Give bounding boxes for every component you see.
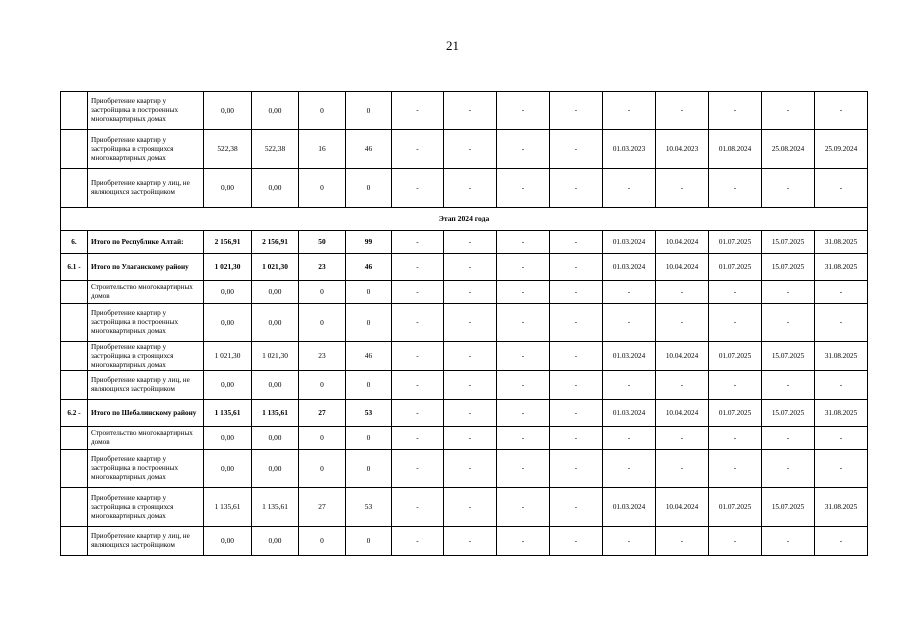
cell-date-2: - (444, 281, 497, 304)
cell-date-3: - (497, 450, 550, 488)
cell-date-7: - (709, 527, 762, 556)
cell-date-6: 10.04.2024 (656, 231, 709, 254)
cell-cost-total: 0,00 (204, 527, 252, 556)
cell-date-1: - (392, 400, 444, 427)
cell-cost-funds: 0,00 (252, 427, 299, 450)
row-number (61, 527, 88, 556)
cell-date-6: 10.04.2024 (656, 400, 709, 427)
table-row (61, 254, 868, 281)
cell-date-6: - (656, 169, 709, 208)
cell-cost-total: 522,38 (204, 130, 252, 169)
cell-cost-total: 1 135,61 (204, 488, 252, 527)
rows-previous-stage (61, 92, 868, 208)
cell-date-1: - (392, 281, 444, 304)
cell-date-4: - (550, 169, 603, 208)
row-name: Приобретение квартир у лиц, не являющихся застройщиком (88, 371, 204, 400)
row-name: Приобретение квартир у застройщика в строящихся многоквартирных домах (88, 342, 204, 371)
cell-date-5: - (603, 427, 656, 450)
stage-row (61, 208, 868, 231)
cell-date-1: - (392, 304, 444, 342)
cell-cost-funds: 1 021,30 (252, 254, 299, 281)
cell-date-1: - (392, 169, 444, 208)
cell-date-5: 01.03.2024 (603, 254, 656, 281)
cell-date-4: - (550, 400, 603, 427)
row-name: Итого по Шебалинскому району (88, 400, 204, 427)
row-number (61, 92, 88, 130)
cell-date-8: - (762, 527, 815, 556)
cell-date-7: 01.07.2025 (709, 488, 762, 527)
cell-date-4: - (550, 450, 603, 488)
cell-date-5: 01.03.2024 (603, 400, 656, 427)
cell-date-2: - (444, 488, 497, 527)
cell-date-5: - (603, 527, 656, 556)
cell-cost-total: 0,00 (204, 450, 252, 488)
cell-count-a: 0 (299, 281, 346, 304)
table-row (61, 427, 868, 450)
table-row (61, 371, 868, 400)
cell-cost-funds: 0,00 (252, 92, 299, 130)
cell-date-7: - (709, 92, 762, 130)
cell-count-b: 0 (346, 304, 392, 342)
cell-cost-total: 1 135,61 (204, 400, 252, 427)
cell-cost-funds: 0,00 (252, 304, 299, 342)
cell-date-9: - (815, 281, 868, 304)
row-number: 6.1 - (61, 254, 88, 281)
row-number (61, 130, 88, 169)
cell-date-8: - (762, 92, 815, 130)
cell-date-3: - (497, 130, 550, 169)
cell-date-2: - (444, 427, 497, 450)
cell-date-3: - (497, 231, 550, 254)
table-row (61, 304, 868, 342)
cell-date-9: - (815, 371, 868, 400)
cell-date-3: - (497, 371, 550, 400)
cell-date-9: - (815, 450, 868, 488)
cell-date-8: 15.07.2025 (762, 231, 815, 254)
cell-date-5: - (603, 281, 656, 304)
cell-date-6: - (656, 92, 709, 130)
cell-cost-funds: 0,00 (252, 281, 299, 304)
cell-date-6: 10.04.2024 (656, 254, 709, 281)
cell-count-b: 46 (346, 254, 392, 281)
cell-count-a: 27 (299, 400, 346, 427)
cell-cost-total: 1 021,30 (204, 254, 252, 281)
cell-date-5: 01.03.2023 (603, 130, 656, 169)
cell-date-6: - (656, 427, 709, 450)
cell-date-8: - (762, 427, 815, 450)
cell-date-6: - (656, 527, 709, 556)
cell-date-3: - (497, 427, 550, 450)
row-number (61, 304, 88, 342)
cell-cost-total: 0,00 (204, 169, 252, 208)
row-name: Приобретение квартир у лиц, не являющихся застройщиком (88, 527, 204, 556)
cell-count-a: 0 (299, 427, 346, 450)
row-name: Итого по Республике Алтай: (88, 231, 204, 254)
cell-count-a: 27 (299, 488, 346, 527)
table-row (61, 450, 868, 488)
cell-date-4: - (550, 130, 603, 169)
cell-count-a: 0 (299, 527, 346, 556)
cell-date-1: - (392, 254, 444, 281)
table-row (61, 488, 868, 527)
cell-date-2: - (444, 231, 497, 254)
cell-date-5: - (603, 450, 656, 488)
cell-count-b: 0 (346, 169, 392, 208)
cell-date-5: - (603, 92, 656, 130)
cell-date-3: - (497, 254, 550, 281)
cell-date-7: 01.08.2024 (709, 130, 762, 169)
cell-date-4: - (550, 254, 603, 281)
cell-cost-total: 2 156,91 (204, 231, 252, 254)
cell-date-2: - (444, 342, 497, 371)
cell-count-b: 0 (346, 527, 392, 556)
cell-count-a: 23 (299, 254, 346, 281)
table-row (61, 231, 868, 254)
cell-date-9: - (815, 527, 868, 556)
table-row (61, 169, 868, 208)
cell-date-4: - (550, 281, 603, 304)
cell-date-2: - (444, 254, 497, 281)
cell-date-9: - (815, 92, 868, 130)
table-row (61, 342, 868, 371)
cell-date-1: - (392, 92, 444, 130)
row-name: Строительство многоквартирных домов (88, 281, 204, 304)
cell-date-6: 10.04.2024 (656, 342, 709, 371)
cell-date-2: - (444, 130, 497, 169)
cell-cost-funds: 0,00 (252, 371, 299, 400)
cell-date-5: - (603, 371, 656, 400)
cell-date-8: 15.07.2025 (762, 342, 815, 371)
table-row (61, 400, 868, 427)
cell-date-7: - (709, 169, 762, 208)
cell-date-8: - (762, 281, 815, 304)
cell-date-3: - (497, 92, 550, 130)
cell-count-a: 50 (299, 231, 346, 254)
cell-date-6: - (656, 304, 709, 342)
cell-date-9: 25.09.2024 (815, 130, 868, 169)
cell-date-3: - (497, 304, 550, 342)
cell-cost-funds: 0,00 (252, 527, 299, 556)
cell-date-6: - (656, 371, 709, 400)
cell-date-4: - (550, 231, 603, 254)
row-name: Приобретение квартир у застройщика в строящихся многоквартирных домах (88, 488, 204, 527)
cell-date-5: 01.03.2024 (603, 231, 656, 254)
cell-date-1: - (392, 450, 444, 488)
cell-cost-funds: 1 021,30 (252, 342, 299, 371)
cell-date-8: - (762, 371, 815, 400)
table-row (61, 281, 868, 304)
cell-date-3: - (497, 527, 550, 556)
cell-date-2: - (444, 169, 497, 208)
cell-date-7: - (709, 281, 762, 304)
cell-date-1: - (392, 342, 444, 371)
cell-date-5: - (603, 169, 656, 208)
cell-cost-total: 0,00 (204, 371, 252, 400)
cell-date-5: 01.03.2024 (603, 488, 656, 527)
cell-date-3: - (497, 400, 550, 427)
cell-count-b: 0 (346, 427, 392, 450)
cell-date-7: - (709, 450, 762, 488)
cell-date-1: - (392, 488, 444, 527)
cell-date-7: - (709, 371, 762, 400)
cell-cost-total: 0,00 (204, 281, 252, 304)
cell-date-4: - (550, 304, 603, 342)
cell-count-a: 16 (299, 130, 346, 169)
cell-date-7: 01.07.2025 (709, 342, 762, 371)
cell-cost-funds: 2 156,91 (252, 231, 299, 254)
row-name: Приобретение квартир у застройщика в построенных многоквартирных домах (88, 450, 204, 488)
cell-date-1: - (392, 427, 444, 450)
cell-date-9: 31.08.2025 (815, 231, 868, 254)
cell-date-4: - (550, 92, 603, 130)
cell-date-7: - (709, 304, 762, 342)
cell-date-8: - (762, 304, 815, 342)
cell-date-1: - (392, 527, 444, 556)
cell-date-1: - (392, 371, 444, 400)
cell-date-9: 31.08.2025 (815, 342, 868, 371)
table-row (61, 527, 868, 556)
cell-date-7: - (709, 427, 762, 450)
cell-count-b: 0 (346, 371, 392, 400)
cell-date-1: - (392, 231, 444, 254)
cell-count-a: 0 (299, 169, 346, 208)
cell-date-9: - (815, 169, 868, 208)
cell-date-9: 31.08.2025 (815, 488, 868, 527)
cell-date-8: - (762, 450, 815, 488)
row-number (61, 488, 88, 527)
cell-date-4: - (550, 427, 603, 450)
cell-date-2: - (444, 400, 497, 427)
row-number: 6.2 - (61, 400, 88, 427)
row-name: Строительство многоквартирных домов (88, 427, 204, 450)
row-number (61, 450, 88, 488)
cell-count-a: 0 (299, 371, 346, 400)
cell-cost-funds: 1 135,61 (252, 488, 299, 527)
cell-date-6: - (656, 450, 709, 488)
row-number (61, 169, 88, 208)
cell-date-3: - (497, 169, 550, 208)
cell-cost-funds: 0,00 (252, 450, 299, 488)
cell-date-8: 15.07.2025 (762, 400, 815, 427)
cell-cost-funds: 0,00 (252, 169, 299, 208)
cell-count-b: 99 (346, 231, 392, 254)
row-number (61, 281, 88, 304)
cell-cost-total: 0,00 (204, 427, 252, 450)
cell-date-6: 10.04.2023 (656, 130, 709, 169)
row-name: Итого по Улаганскому району (88, 254, 204, 281)
cell-date-2: - (444, 304, 497, 342)
cell-date-7: 01.07.2025 (709, 400, 762, 427)
row-name: Приобретение квартир у лиц, не являющихся застройщиком (88, 169, 204, 208)
program-table (60, 91, 868, 556)
cell-count-a: 0 (299, 304, 346, 342)
cell-date-2: - (444, 450, 497, 488)
cell-count-a: 23 (299, 342, 346, 371)
cell-date-3: - (497, 488, 550, 527)
table-row (61, 130, 868, 169)
cell-cost-total: 1 021,30 (204, 342, 252, 371)
cell-date-3: - (497, 342, 550, 371)
rows-stage-2024 (61, 231, 868, 556)
cell-date-9: - (815, 427, 868, 450)
cell-date-1: - (392, 130, 444, 169)
cell-date-5: - (603, 304, 656, 342)
cell-date-7: 01.07.2025 (709, 254, 762, 281)
cell-date-9: - (815, 304, 868, 342)
cell-date-6: - (656, 281, 709, 304)
row-number (61, 427, 88, 450)
cell-count-b: 46 (346, 342, 392, 371)
row-number (61, 342, 88, 371)
cell-cost-funds: 1 135,61 (252, 400, 299, 427)
cell-date-4: - (550, 527, 603, 556)
cell-cost-funds: 522,38 (252, 130, 299, 169)
cell-count-b: 53 (346, 488, 392, 527)
row-name: Приобретение квартир у застройщика в построенных многоквартирных домах (88, 92, 204, 130)
cell-date-3: - (497, 281, 550, 304)
cell-date-9: 31.08.2025 (815, 254, 868, 281)
cell-count-b: 53 (346, 400, 392, 427)
cell-date-8: - (762, 169, 815, 208)
stage-title: Этап 2024 года (61, 208, 868, 231)
cell-date-4: - (550, 488, 603, 527)
page-number: 21 (446, 38, 459, 53)
row-name: Приобретение квартир у застройщика в построенных многоквартирных домах (88, 304, 204, 342)
cell-date-4: - (550, 342, 603, 371)
row-number (61, 371, 88, 400)
row-name: Приобретение квартир у застройщика в строящихся многоквартирных домах (88, 130, 204, 169)
cell-count-b: 0 (346, 450, 392, 488)
cell-date-8: 15.07.2025 (762, 488, 815, 527)
cell-count-b: 0 (346, 92, 392, 130)
cell-date-9: 31.08.2025 (815, 400, 868, 427)
cell-date-7: 01.07.2025 (709, 231, 762, 254)
cell-date-4: - (550, 371, 603, 400)
cell-date-5: 01.03.2024 (603, 342, 656, 371)
cell-count-a: 0 (299, 450, 346, 488)
cell-date-8: 15.07.2025 (762, 254, 815, 281)
cell-date-2: - (444, 527, 497, 556)
cell-date-8: 25.08.2024 (762, 130, 815, 169)
row-number: 6. (61, 231, 88, 254)
cell-date-2: - (444, 92, 497, 130)
cell-cost-total: 0,00 (204, 304, 252, 342)
cell-count-b: 0 (346, 281, 392, 304)
stage-header-group (61, 208, 868, 231)
cell-date-2: - (444, 371, 497, 400)
table-row (61, 92, 868, 130)
cell-cost-total: 0,00 (204, 92, 252, 130)
cell-count-b: 46 (346, 130, 392, 169)
cell-date-6: 10.04.2024 (656, 488, 709, 527)
cell-count-a: 0 (299, 92, 346, 130)
